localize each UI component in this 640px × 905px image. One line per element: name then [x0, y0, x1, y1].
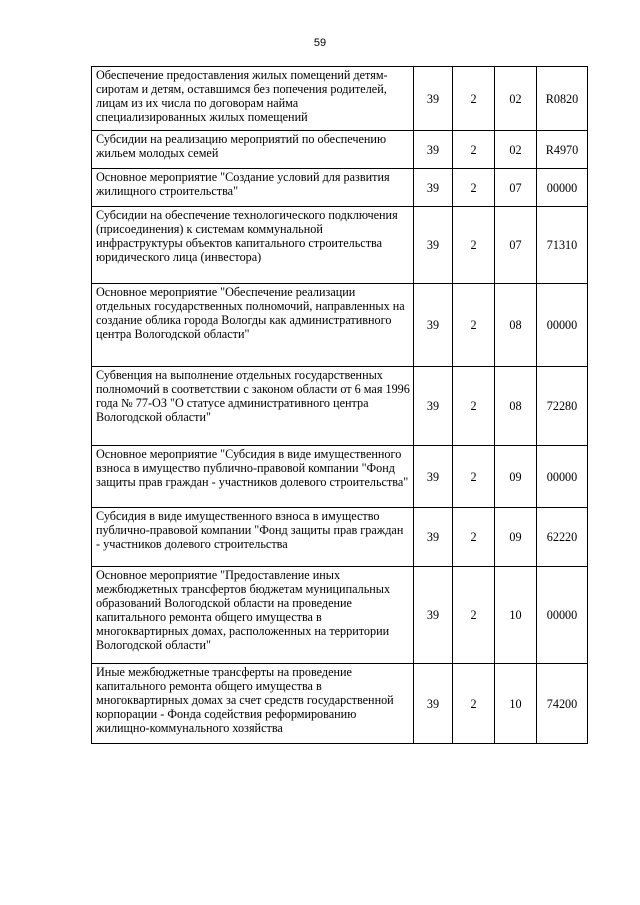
row-code-2: 2 — [453, 508, 495, 567]
budget-table — [91, 66, 588, 744]
row-code-1: 39 — [414, 664, 453, 744]
row-description: Основное мероприятие "Субсидия в виде имущественного взноса в имущество публично-правовой компании "Фонд защиты прав граждан - участников долевого строительства" — [92, 446, 414, 508]
row-code-1: 39 — [414, 508, 453, 567]
row-code-2: 2 — [453, 284, 495, 367]
row-description: Основное мероприятие "Создание условий для развития жилищного строительства" — [92, 169, 414, 207]
row-code-1: 39 — [414, 131, 453, 169]
row-code-3: 10 — [495, 567, 537, 664]
row-code-3: 09 — [495, 446, 537, 508]
row-code-1: 39 — [414, 207, 453, 284]
table-row — [92, 169, 588, 207]
row-code-4: 00000 — [537, 567, 588, 664]
table-row — [92, 67, 588, 131]
row-code-4: R0820 — [537, 67, 588, 131]
row-description: Субсидии на реализацию мероприятий по обеспечению жильем молодых семей — [92, 131, 414, 169]
row-code-3: 08 — [495, 284, 537, 367]
row-code-1: 39 — [414, 367, 453, 446]
row-code-2: 2 — [453, 367, 495, 446]
row-description: Иные межбюджетные трансферты на проведение капитального ремонта общего имущества в многоквартирных домах за счет средств государственной корпорации - Фонда содействия реформированию жилищно-коммунального хозяйства — [92, 664, 414, 744]
row-code-1: 39 — [414, 169, 453, 207]
row-code-2: 2 — [453, 131, 495, 169]
row-code-3: 09 — [495, 508, 537, 567]
table-row — [92, 446, 588, 508]
table-row — [92, 567, 588, 664]
row-code-4: 00000 — [537, 446, 588, 508]
table-row — [92, 207, 588, 284]
row-code-2: 2 — [453, 207, 495, 284]
row-code-1: 39 — [414, 567, 453, 664]
row-description: Основное мероприятие "Предоставление иных межбюджетных трансфертов бюджетам муниципальных образований Вологодской области на проведение капитального ремонта общего имущества в многоквартирных домах, расположенных на территории Вологодской области" — [92, 567, 414, 664]
row-code-2: 2 — [453, 664, 495, 744]
table-row — [92, 664, 588, 744]
row-code-3: 02 — [495, 131, 537, 169]
row-code-4: 74200 — [537, 664, 588, 744]
row-code-1: 39 — [414, 446, 453, 508]
row-description: Субсидии на обеспечение технологического подключения (присоединения) к системам коммунальной инфраструктуры объектов капитального строительства юридического лица (инвестора) — [92, 207, 414, 284]
row-description: Субсидия в виде имущественного взноса в имущество публично-правовой компании "Фонд защиты прав граждан - участников долевого строительства — [92, 508, 414, 567]
row-code-3: 07 — [495, 207, 537, 284]
row-code-3: 08 — [495, 367, 537, 446]
table-row — [92, 367, 588, 446]
page-number: 59 — [313, 37, 327, 49]
table-row — [92, 284, 588, 367]
row-description: Основное мероприятие "Обеспечение реализации отдельных государственных полномочий, направленных на создание облика города Вологды как административного центра Вологодской области" — [92, 284, 414, 367]
row-code-3: 10 — [495, 664, 537, 744]
row-code-4: 71310 — [537, 207, 588, 284]
row-code-4: 00000 — [537, 169, 588, 207]
row-code-4: R4970 — [537, 131, 588, 169]
row-code-4: 00000 — [537, 284, 588, 367]
row-code-3: 02 — [495, 67, 537, 131]
table-row — [92, 508, 588, 567]
row-code-2: 2 — [453, 67, 495, 131]
row-code-4: 72280 — [537, 367, 588, 446]
row-code-2: 2 — [453, 446, 495, 508]
row-code-1: 39 — [414, 284, 453, 367]
row-code-4: 62220 — [537, 508, 588, 567]
table-row — [92, 131, 588, 169]
row-code-1: 39 — [414, 67, 453, 131]
row-description: Обеспечение предоставления жилых помещений детям-сиротам и детям, оставшимся без попечения родителей, лицам из их числа по договорам найма специализированных жилых помещений — [92, 67, 414, 131]
row-description: Субвенция на выполнение отдельных государственных полномочий в соответствии с законом области от 6 мая 1996 года № 77-ОЗ "О статусе административного центра Вологодской области" — [92, 367, 414, 446]
row-code-3: 07 — [495, 169, 537, 207]
row-code-2: 2 — [453, 567, 495, 664]
row-code-2: 2 — [453, 169, 495, 207]
